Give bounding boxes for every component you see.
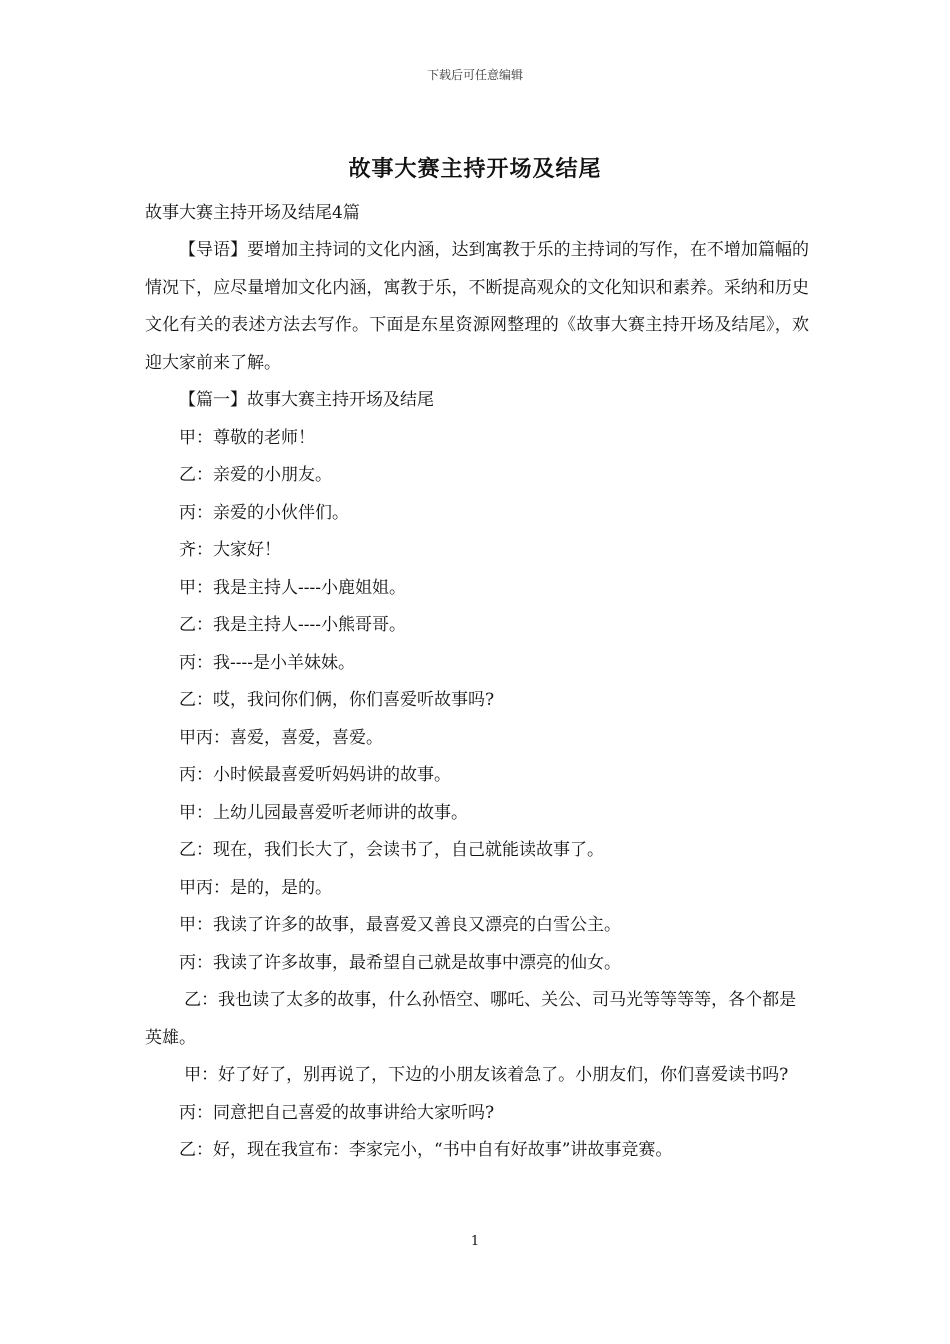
document-body	[145, 196, 809, 1170]
dialogue-line: 甲：尊敬的老师！	[179, 427, 315, 448]
dialogue-line: 乙：好，现在我宣布：李家完小，“书中自有好故事”讲故事竞赛。	[179, 1140, 673, 1160]
dialogue-line: 甲丙：喜爱，喜爱，喜爱。	[179, 727, 383, 748]
dialogue-paragraph: 乙：我也读了太多的故事，什么孙悟空、哪吒、关公、司马光等等等等，各个都是英雄。	[145, 990, 797, 1048]
section-heading: 【篇一】故事大赛主持开场及结尾	[179, 390, 434, 410]
dialogue-line: 甲：上幼儿园最喜爱听老师讲的故事。	[179, 802, 468, 823]
dialogue-line: 丙：我----是小羊妹妹。	[179, 652, 355, 673]
page-number: 1	[470, 1234, 480, 1249]
dialogue-line: 乙：亲爱的小朋友。	[179, 465, 332, 485]
subtitle: 故事大赛主持开场及结尾4篇	[145, 203, 360, 223]
document-title: 故事大赛主持开场及结尾	[348, 156, 602, 182]
dialogue-line: 丙：我读了许多故事，最希望自己就是故事中漂亮的仙女。	[179, 952, 621, 973]
dialogue-line: 乙：我是主持人----小熊哥哥。	[179, 615, 406, 635]
dialogue-line: 丙：亲爱的小伙伴们。	[179, 502, 349, 523]
dialogue-line: 齐：大家好！	[179, 540, 281, 560]
dialogue-line: 丙：小时候最喜爱听妈妈讲的故事。	[179, 765, 451, 785]
dialogue-line: 丙：同意把自己喜爱的故事讲给大家听吗?	[179, 1102, 495, 1123]
header-note: 下载后可任意编辑	[426, 68, 523, 82]
intro-paragraph: 【导语】要增加主持词的文化内涵，达到寓教于乐的主持词的写作，在不增加篇幅的情况下，应尽量增加文化内涵，寓教于乐，不断提高观众的文化知识和素养。采纳和历史文化有关的表述方法去写作。下面是东星资源网整理的《故事大赛主持开场及结尾》，欢迎大家前来了解。	[145, 240, 809, 373]
dialogue-line: 甲：我是主持人----小鹿姐姐。	[179, 577, 406, 598]
dialogue-line: 乙：哎，我问你们俩，你们喜爱听故事吗?	[179, 690, 495, 710]
dialogue-line: 乙：现在，我们长大了，会读书了，自己就能读故事了。	[179, 840, 604, 860]
dialogue-line: 甲丙：是的，是的。	[179, 877, 332, 898]
dialogue-line: 甲：我读了许多的故事，最喜爱又善良又漂亮的白雪公主。	[179, 915, 621, 935]
dialogue-paragraph: 甲：好了好了，别再说了，下边的小朋友该着急了。小朋友们，你们喜爱读书吗?	[184, 1065, 789, 1085]
